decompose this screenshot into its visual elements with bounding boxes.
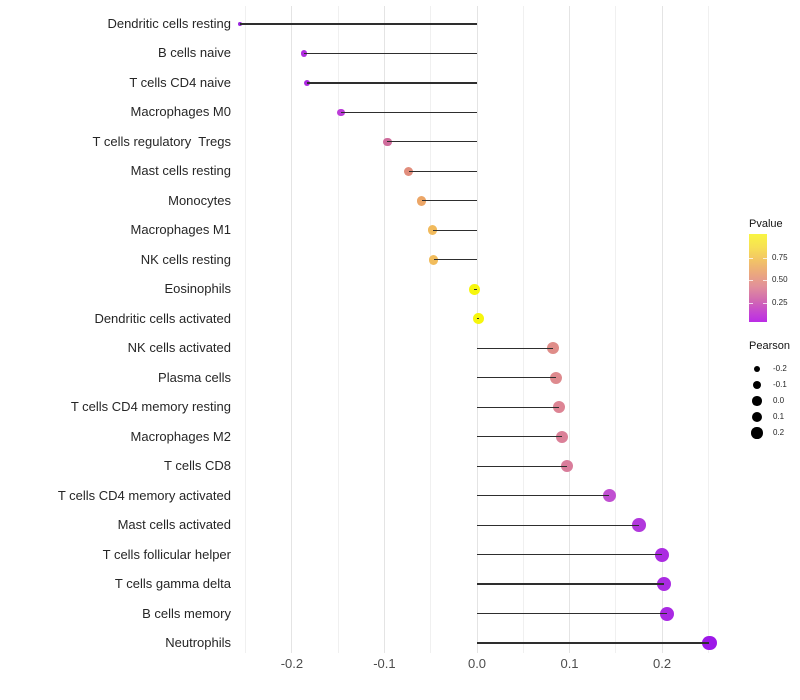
y-axis-label: T cells regulatory Tregs: [92, 133, 231, 149]
lollipop-stem: [477, 583, 664, 584]
x-axis-tick-label: -0.2: [280, 656, 304, 671]
x-axis-tick-label: 0.0: [467, 656, 487, 671]
gridline: [523, 6, 524, 653]
pearson-key-label: 0.1: [773, 412, 785, 421]
lollipop-stem: [477, 613, 667, 614]
x-axis-tick-label: 0.1: [560, 656, 579, 671]
lollipop-stem: [477, 495, 609, 496]
gridline: [291, 6, 292, 653]
y-axis-label: Mast cells activated: [117, 517, 231, 533]
y-axis-label: T cells gamma delta: [114, 576, 231, 592]
lollipop-stem: [434, 259, 478, 260]
y-axis-label: T cells CD8: [164, 458, 231, 474]
lollipop-stem: [474, 289, 477, 290]
y-axis-label: Macrophages M1: [130, 222, 231, 238]
pearson-key-dot: [752, 412, 762, 422]
pearson-key-label: 0.0: [773, 396, 785, 405]
pearson-key-dot: [754, 366, 761, 373]
pvalue-tick-label: 0.50: [772, 275, 788, 284]
lollipop-stem: [477, 525, 639, 526]
y-axis-label: B cells memory: [142, 605, 231, 621]
pearson-key-label: -0.2: [773, 364, 787, 373]
y-axis-label: Neutrophils: [165, 634, 231, 650]
lollipop-stem: [477, 407, 559, 408]
lollipop-stem: [477, 466, 567, 467]
lollipop-stem: [307, 82, 477, 83]
y-axis-label: Dendritic cells activated: [94, 310, 231, 326]
gridline: [338, 6, 339, 653]
y-axis-label: T cells CD4 memory resting: [70, 399, 231, 415]
lollipop-stem: [477, 318, 479, 319]
pearson-key-label: -0.1: [773, 380, 787, 389]
x-axis-tick-label: -0.1: [373, 656, 396, 671]
lollipop-stem: [422, 200, 478, 201]
gridline: [615, 6, 616, 653]
colorbar-tick: [749, 258, 753, 259]
lollipop-stem: [409, 171, 478, 172]
lollipop-stem: [433, 230, 477, 231]
y-axis-label: Macrophages M2: [130, 428, 231, 444]
y-axis-label: Dendritic cells resting: [107, 16, 231, 31]
pvalue-tick-label: 0.75: [772, 253, 788, 262]
lollipop-stem: [341, 112, 477, 113]
y-axis-label: T cells follicular helper: [102, 546, 231, 562]
pvalue-tick-label: 0.25: [772, 297, 788, 307]
y-axis-label: NK cells resting: [140, 251, 231, 267]
lollipop-stem: [477, 377, 556, 378]
y-axis-label: Monocytes: [168, 192, 231, 208]
lollipop-stem: [477, 348, 553, 349]
y-axis-label: T cells CD4 naive: [129, 74, 231, 90]
gridline: [384, 6, 385, 653]
x-axis-tick-label: 0.2: [653, 656, 672, 671]
pearson-key-dot: [752, 396, 761, 405]
y-axis-label: Plasma cells: [158, 369, 231, 385]
y-axis-label: Eosinophils: [164, 281, 231, 297]
y-axis-label: B cells naive: [158, 45, 231, 61]
pearson-legend-title: Pearson: [749, 340, 790, 352]
gridline: [430, 6, 431, 653]
lollipop-stem: [477, 436, 562, 437]
y-axis-label: T cells CD4 memory activated: [57, 487, 231, 503]
lollipop-stem: [477, 642, 709, 643]
y-axis-label: Mast cells resting: [130, 163, 231, 179]
colorbar-tick: [763, 258, 767, 259]
lollipop-stem: [387, 141, 477, 142]
lollipop-stem: [240, 23, 477, 24]
lollipop-stem: [304, 53, 477, 54]
y-axis-label: NK cells activated: [127, 340, 231, 356]
pearson-key-dot: [753, 381, 761, 389]
gridline: [708, 6, 709, 653]
gridline: [477, 6, 478, 653]
lollipop-stem: [477, 554, 662, 555]
pearson-key-dot: [751, 427, 762, 438]
pearson-key-label: 0.2: [773, 428, 785, 437]
gridline: [245, 6, 246, 653]
colorbar-tick: [749, 303, 753, 304]
colorbar-tick: [749, 280, 753, 281]
colorbar-tick: [763, 303, 767, 304]
gridline: [569, 6, 570, 653]
colorbar-tick: [763, 280, 767, 281]
pvalue-colorbar: [749, 234, 767, 322]
y-axis-label: Macrophages M0: [130, 104, 231, 120]
pvalue-legend-title: Pvalue: [749, 218, 783, 230]
